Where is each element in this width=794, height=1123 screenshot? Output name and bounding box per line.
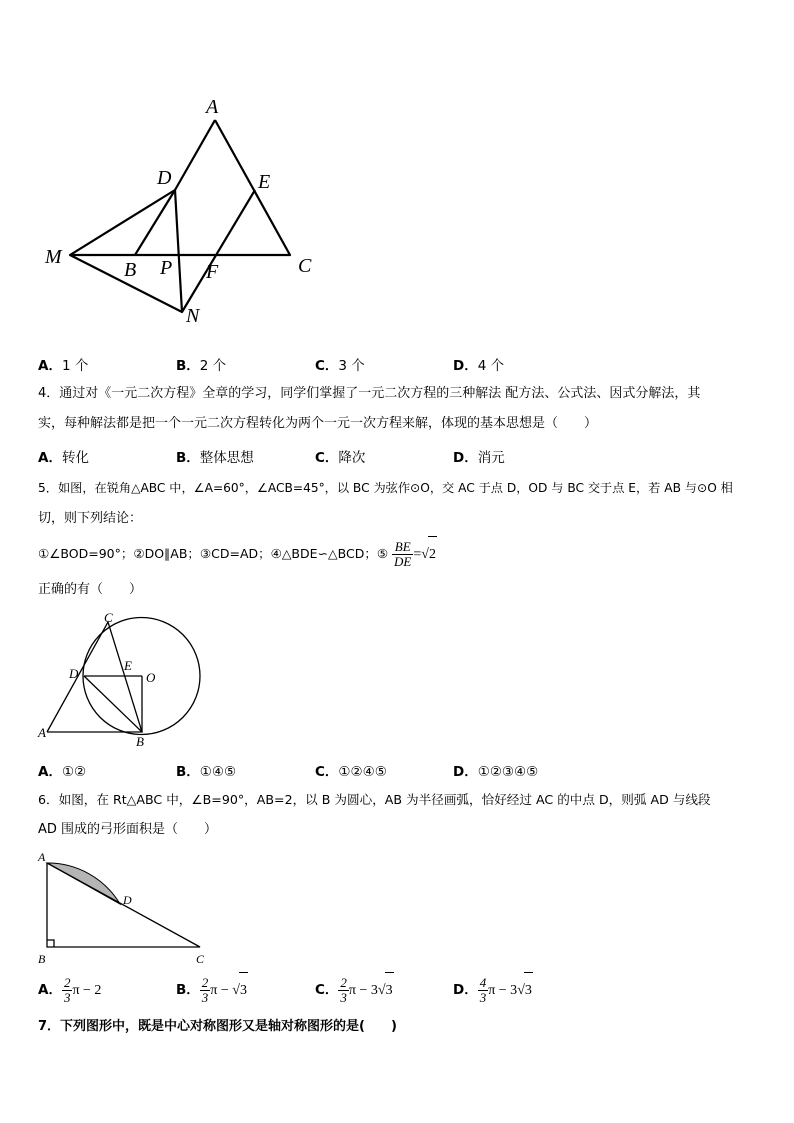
option-label: C． [315, 764, 339, 780]
q4-stem-line2: 实，每种解法都是把一个一元二次方程转化为两个一元一次方程来解，体现的基本思想是（ ） [38, 416, 598, 431]
option-text: 转化 [61, 450, 89, 466]
q6-option-b[interactable] [176, 972, 248, 1009]
fraction-denominator: 3 [479, 989, 487, 1005]
q5-option-a[interactable] [38, 760, 86, 780]
q6-option-a[interactable] [38, 972, 101, 1009]
point-label-d: D [157, 167, 172, 189]
option-text: 2 个 [199, 358, 227, 374]
option-expression: π − 3 [348, 983, 378, 998]
point-label-b: B [124, 259, 137, 281]
figure-circle-triangle [36, 605, 211, 750]
option-label: A． [38, 764, 62, 780]
q4-option-a[interactable] [38, 446, 89, 466]
q5-point-b: B [136, 734, 144, 749]
option-label: B． [176, 982, 200, 998]
option-fraction [200, 976, 211, 1005]
option-label: D． [453, 982, 478, 998]
q5-prompt: 正确的有（ ） [38, 582, 143, 597]
sqrt-radicand: 3 [524, 972, 533, 1009]
fraction-denominator: DE [394, 554, 412, 569]
q6-stem-line2: AD 围成的弓形面积是（ ） [38, 822, 218, 837]
q5-fraction [392, 540, 413, 569]
q3-option-d[interactable] [453, 354, 504, 374]
sqrt-icon: √ [232, 983, 240, 998]
sqrt-radicand: 2 [428, 536, 437, 573]
q6-point-b: B [38, 952, 46, 966]
q5-point-e: E [124, 658, 132, 673]
q6-option-d[interactable] [453, 972, 533, 1009]
sqrt-radicand: 3 [385, 972, 394, 1009]
option-label: A． [38, 450, 62, 466]
q3-option-b[interactable] [176, 354, 226, 374]
q4-option-d[interactable] [453, 446, 505, 466]
option-label: C． [315, 982, 339, 998]
q5-stem-line1: 5．如图，在锐角△ABC 中，∠A=60°，∠ACB=45°，以 BC 为弦作⊙O，交 AC 于点 D，OD 与 BC 交于点 E，若 AB 与⊙O 相 [38, 481, 733, 495]
option-label: C． [315, 358, 339, 374]
q6-point-d: D [123, 893, 132, 907]
option-label: D． [453, 450, 478, 466]
sqrt-icon: √ [421, 547, 429, 562]
q5-conclusions-text: ①∠BOD=90°；②DO∥AB；③CD=AD；④△BDE∽△BCD；⑤ [38, 546, 389, 561]
option-text: ①④⑤ [199, 764, 237, 780]
fraction-denominator: 3 [340, 989, 347, 1005]
option-label: A． [38, 358, 62, 374]
fraction-denominator: 3 [63, 989, 71, 1005]
q3-option-c[interactable] [315, 354, 365, 374]
fraction-numerator: 2 [201, 974, 209, 990]
point-label-m: M [45, 246, 62, 268]
fraction-numerator: 4 [479, 974, 487, 990]
q5-point-a: A [38, 725, 46, 740]
option-label: D． [453, 358, 478, 374]
q5-conclusions [38, 536, 437, 573]
figure-right-triangle-arc [36, 848, 216, 968]
option-fraction [478, 976, 489, 1005]
option-text: 消元 [477, 450, 505, 466]
option-label: C． [315, 450, 339, 466]
sqrt-icon: √ [517, 983, 525, 998]
option-text: 3 个 [338, 358, 365, 374]
option-text: 整体思想 [199, 450, 254, 466]
fraction-numerator: 2 [63, 974, 71, 990]
fraction-denominator: 3 [201, 989, 209, 1005]
point-label-a: A [206, 96, 219, 118]
q5-point-o: O [146, 670, 156, 685]
q5-point-c: C [104, 610, 113, 625]
q4-option-c[interactable] [315, 446, 365, 466]
q6-point-c: C [196, 952, 205, 966]
option-text: ①② [61, 764, 87, 780]
option-text: 1 个 [61, 358, 89, 374]
point-label-c: C [298, 255, 312, 277]
q7-stem: 7．下列图形中，既是中心对称图形又是轴对称图形的是( ) [38, 1019, 397, 1034]
point-label-f: F [206, 261, 219, 283]
point-label-e: E [258, 171, 271, 193]
option-text: 4 个 [477, 358, 505, 374]
equals-sign: = [413, 547, 422, 562]
option-expression: π − 2 [72, 983, 102, 998]
q5-option-b[interactable] [176, 760, 236, 780]
q6-stem-line1: 6．如图，在 Rt△ABC 中，∠B=90°，AB=2，以 B 为圆心，AB 为半径画弧，恰好经过 AC 的中点 D，则弧 AD 与线段 [38, 792, 711, 807]
q5-option-c[interactable] [315, 760, 387, 780]
option-text: ①②③④⑤ [477, 764, 539, 780]
point-label-n: N [186, 305, 200, 327]
sqrt-radicand: 3 [239, 972, 248, 1009]
fraction-numerator: 2 [340, 974, 347, 990]
option-expression: π − 3 [488, 983, 518, 998]
sqrt-icon: √ [377, 983, 386, 998]
q6-option-c[interactable] [315, 972, 394, 1009]
option-fraction [338, 976, 349, 1005]
option-label: B． [176, 764, 200, 780]
option-text: ①②④⑤ [338, 764, 387, 780]
point-label-p: P [160, 257, 173, 279]
q4-option-b[interactable] [176, 446, 254, 466]
option-text: 降次 [338, 450, 366, 466]
option-label: B． [176, 450, 200, 466]
option-label: D． [453, 764, 478, 780]
q5-option-d[interactable] [453, 760, 538, 780]
fraction-numerator: BE [392, 540, 413, 555]
q5-stem-line2: 切，则下列结论： [38, 511, 143, 526]
option-label: B． [176, 358, 200, 374]
q5-point-d: D [69, 666, 79, 681]
option-label: A． [38, 982, 62, 998]
option-expression: π − [210, 983, 233, 998]
figure-triangle-mn [40, 92, 340, 332]
q4-stem-line1: 4．通过对《一元二次方程》全章的学习，同学们掌握了一元二次方程的三种解法 配方法、公式法、因式分解法，其 [38, 386, 701, 401]
q6-point-a: A [38, 850, 46, 864]
option-fraction [62, 976, 73, 1005]
q3-option-a[interactable] [38, 354, 88, 374]
